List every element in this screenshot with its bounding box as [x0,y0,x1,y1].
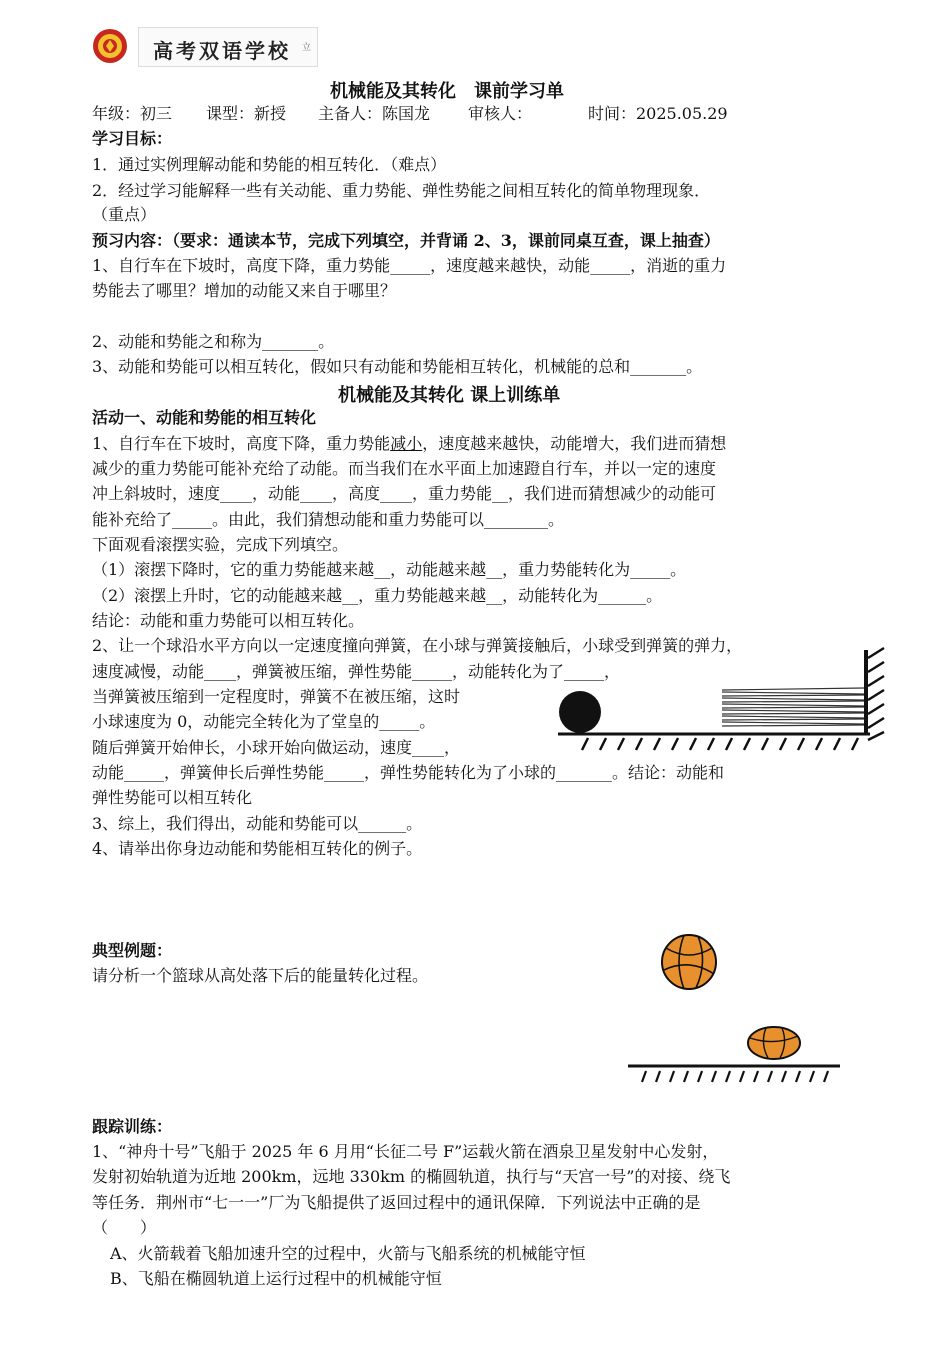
option-a: A、火箭载着飞船加速升空的过程中，火箭与飞船系统的机械能守恒 [110,1244,586,1263]
school-logo-icon [92,28,128,64]
activity-line-3: 冲上斜坡时，速度____，动能____，高度____，重力势能__，我们进而猜想减少的动能可 [92,484,717,503]
track-q1-blank: （ ） [92,1218,157,1237]
spring-q-line-3: 当弹簧被压缩到一定程度时，弹簧不在被压缩，这时 [92,687,461,706]
ground-hatch [582,738,858,750]
preview-q3: 3、动能和势能可以相互转化，假如只有动能和势能相互转化，机械能的总和_______。 [92,357,703,376]
activity-line-1: 1、自行车在下坡时，高度下降，重力势能减小，速度越来越快，动能增大，我们进而猜想 [92,434,727,453]
example-text: 请分析一个篮球从高处落下后的能量转化过程。 [92,966,429,985]
goals-heading: 学习目标： [92,129,173,148]
activity-conclusion: 结论：动能和重力势能可以相互转化。 [92,611,365,630]
preview-q2: 2、动能和势能之和称为_______。 [92,332,335,351]
meta-reviewer: 审核人： [468,104,533,123]
track-heading: 跟踪训练： [92,1117,173,1136]
school-name: 高考双语学校 [153,39,291,63]
section-title: 机械能及其转化 课上训练单 [338,385,561,406]
floor-hatch [642,1071,828,1082]
basketball-high [662,935,716,989]
goal-2: 2．经过学习能解释一些有关动能、重力势能、弹性势能之间相互转化的简单物理现象． [92,181,711,200]
goal-1: 1．通过实例理解动能和势能的相互转化．（难点） [92,155,447,174]
meta-type: 课型：新授 [206,104,287,123]
preview-q1-line1: 1、自行车在下坡时，高度下降，重力势能_____，速度越来越快，动能_____，消逝的重力 [92,256,727,275]
spring [722,688,864,726]
spring-q-line-7: 弹性势能可以相互转化 [92,788,253,807]
school-tag: 立 [301,43,311,53]
activity-line-5: 下面观看滚摆实验，完成下列填空。 [92,535,349,554]
preview-q1-line2: 势能去了哪里？增加的动能又来自于哪里？ [92,281,397,300]
activity-line-7: （2）滚摆上升时，它的动能越来越__，重力势能越来越__，动能转化为______。 [92,586,663,605]
basketball-squashed [748,1027,800,1059]
activity-heading: 活动一、动能和势能的相互转化 [92,408,317,427]
spring-q-line-1: 2、让一个球沿水平方向以一定速度撞向弹簧，在小球与弹簧接触后，小球受到弹簧的弹力， [92,636,743,655]
activity-line-6: （1）滚摆下降时，它的重力势能越来越__，动能越来越__，重力势能转化为_____。 [92,560,687,579]
spring-q-line-6: 动能_____，弹簧伸长后弹性势能_____，弹性势能转化为了小球的_______。结论：动能和 [92,763,725,782]
preview-heading: 预习内容：（要求：通读本节，完成下列填空，并背诵 2、3，课前同桌互查，课上抽查） [92,231,720,250]
activity-line-4: 能补充给了_____。由此，我们猜想动能和重力势能可以________。 [92,510,565,529]
underlined-answer: 减小 [390,434,423,453]
basketball-drop-diagram [626,930,846,1090]
option-b: B、飞船在椭圆轨道上运行过程中的机械能守恒 [110,1269,442,1288]
spring-q-line-5: 随后弹簧开始伸长，小球开始向做运动，速度____， [92,738,461,757]
track-q1-line-1: 1、“神舟十号”飞船于 2025 年 6 月用“长征二号 F”运载火箭在酒泉卫星发射中心发射， [92,1142,719,1161]
summary-q4: 4、请举出你身边动能和势能相互转化的例子。 [92,839,423,858]
track-q1-line-3: 等任务．荆州市“七一一”厂为飞船提供了返回过程中的通讯保障．下列说法中正确的是 [92,1193,701,1212]
spring-q-line-4: 小球速度为 0，动能完全转化为了堂皇的_____。 [92,712,436,731]
school-name-banner [138,27,318,67]
meta-preparer: 主备人：陈国龙 [318,104,431,123]
example-heading: 典型例题： [92,941,173,960]
track-q1-line-2: 发射初始轨道为近地 200km，远地 330km 的椭圆轨道，执行与“天宫一号”的对接、绕飞 [92,1167,731,1186]
goal-2-note: （重点） [92,205,157,224]
page-title: 机械能及其转化 课前学习单 [330,81,564,102]
activity-line-2: 减少的重力势能可能补充给了动能。而当我们在水平面上加速蹬自行车，并以一定的速度 [92,459,717,478]
ball [559,691,601,733]
meta-grade: 年级：初三 [92,104,173,123]
spring-q-line-2: 速度减慢，动能____，弹簧被压缩，弹性势能_____，动能转化为了_____， [92,662,621,681]
wall-hatch [868,648,884,740]
ball-spring-diagram [552,640,892,760]
summary-q3: 3、综上，我们得出，动能和势能可以______。 [92,814,423,833]
meta-time: 时间：2025.05.29 [588,104,728,123]
